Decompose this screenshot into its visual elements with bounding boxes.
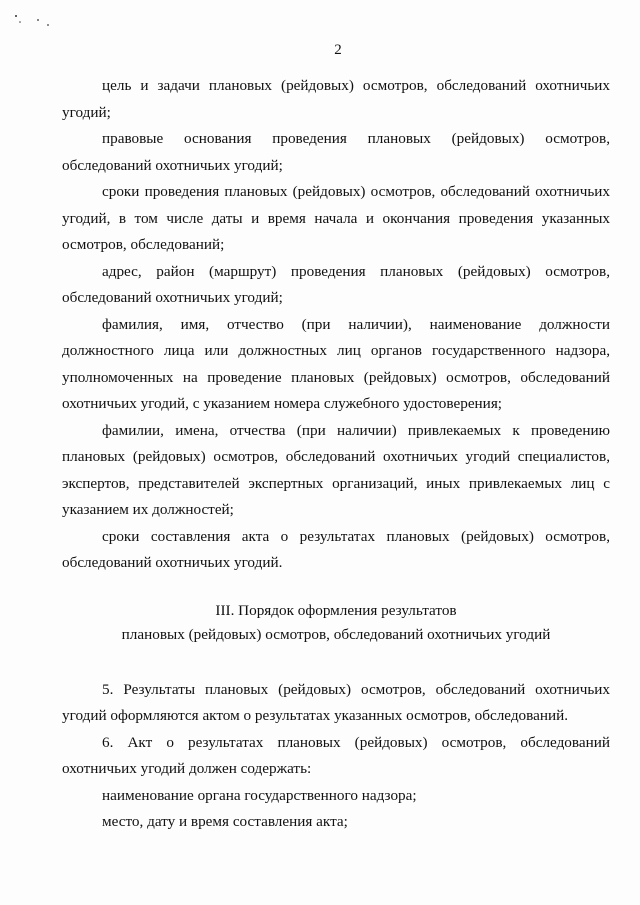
paragraph-officials: фамилия, имя, отчество (при наличии), наименование должности должностного лица или должностных лиц органов государственного надзора, уполномоченных на проведение плановых (рейдовых) осмотров, обследований охотничьих угодий, с указанием номера служебного удостоверения; [62, 315, 610, 412]
document-body [62, 73, 610, 836]
paragraph-act-deadline: сроки составления акта о результатах плановых (рейдовых) осмотров, обследований охотничьих угодий. [62, 527, 610, 571]
section-heading [62, 599, 610, 647]
paragraph-dates: сроки проведения плановых (рейдовых) осмотров, обследований охотничьих угодий, в том числе даты и время начала и окончания проведения указанных осмотров, обследований; [62, 183, 610, 253]
section-heading-line-2: плановых (рейдовых) осмотров, обследований охотничьих угодий [121, 625, 551, 643]
paragraph-place-date-time: место, дату и время составления акта; [102, 813, 348, 830]
scan-specks [14, 12, 54, 28]
paragraph-authority-name: наименование органа государственного надзора; [102, 786, 417, 804]
paragraph-legal-grounds: правовые основания проведения плановых (рейдовых) осмотров, обследований охотничьих угодий; [62, 130, 610, 174]
paragraph-experts: фамилии, имена, отчества (при наличии) привлекаемых к проведению плановых (рейдовых) осмотров, обследований охотничьих угодий специалистов, экспертов, представителей экспертных организаций, иных привлекаемых лиц с указанием их должностей; [62, 421, 610, 518]
paragraph-goals: цель и задачи плановых (рейдовых) осмотров, обследований охотничьих угодий; [62, 77, 610, 121]
paragraph-item-5: 5. Результаты плановых (рейдовых) осмотров, обследований охотничьих угодий оформляются актом о результатах указанных осмотров, обследований. [62, 680, 610, 724]
section-heading-line-1: III. Порядок оформления результатов [215, 601, 457, 619]
page-number: 2 [334, 42, 342, 58]
paragraph-address: адрес, район (маршрут) проведения плановых (рейдовых) осмотров, обследований охотничьих угодий; [62, 262, 610, 306]
paragraph-item-6: 6. Акт о результатах плановых (рейдовых) осмотров, обследований охотничьих угодий должен содержать: [62, 733, 610, 777]
